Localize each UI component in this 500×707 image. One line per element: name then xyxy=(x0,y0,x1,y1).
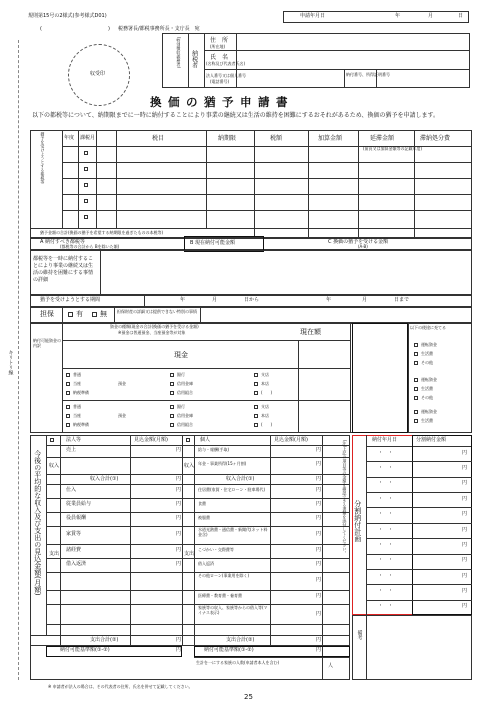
indiv-out-2: 食費 xyxy=(198,501,206,506)
use-6: その他 xyxy=(421,395,433,400)
use-5-checkbox[interactable] xyxy=(414,387,418,391)
intro-text: 以下の都税等について、納期限までに一時に納付することにより事業の継続又は生活の維持を困難にするおそれがあるため、換価の猶予を申請します。 xyxy=(32,112,440,119)
indiv-monthly: 見込金額(月額) xyxy=(274,437,308,443)
yen-i14: 円 xyxy=(316,647,322,653)
yen-i9: 円 xyxy=(316,561,322,567)
deposit-ordinary-2-checkbox[interactable] xyxy=(66,405,70,409)
yen-i4: 円 xyxy=(316,487,322,493)
reason-label: 都税等を一時に納付することにより事業の継続又は生活の維持を困難にする事情の詳細 xyxy=(33,256,94,283)
indiv-income-1: 給与・報酬(手取) xyxy=(198,447,230,452)
indiv-out-total: 支出合計(②) xyxy=(226,637,255,643)
schedule-amount-yen[interactable]: 円 xyxy=(462,449,468,456)
period-to-year: 年 xyxy=(326,297,332,303)
yen-c9: 円 xyxy=(176,637,182,643)
indiv-out-8: 医療費・教育費・養育費 xyxy=(198,593,242,598)
page-title: 換価の猶予申請書 xyxy=(150,95,294,109)
branch-2-checkbox[interactable] xyxy=(254,405,258,409)
schedule-date-dots[interactable]: ・ ・ xyxy=(378,480,394,487)
schedule-date-dots[interactable]: ・ ・ xyxy=(378,572,394,579)
office-paren-close: ) xyxy=(108,26,110,32)
yen-c8: 円 xyxy=(176,561,182,567)
corp-checkbox[interactable] xyxy=(50,438,54,442)
taxpayer-notice: (特別徴収義務者) xyxy=(176,37,182,69)
schedule-vertical: 分割納付計画 xyxy=(353,500,362,542)
use-4: 運転資金 xyxy=(421,377,437,382)
yen-i2: 円 xyxy=(316,461,322,467)
name-label: 氏 名 xyxy=(210,54,229,61)
deposit-label-2: 預金 xyxy=(118,413,126,418)
phone-sub: (電話番号) xyxy=(210,79,230,84)
check-notes: (注)上記の項目等の金額を確認できる書類を添付してください。 xyxy=(342,440,348,556)
corp-sales: 売上 xyxy=(66,447,77,453)
row-3-checkbox[interactable] xyxy=(84,183,88,187)
bank-1-bank: 銀行 xyxy=(177,372,185,377)
schedule-amount-yen[interactable]: 円 xyxy=(462,495,468,502)
persons-label: 生計を一にする家族の人数(申請者本人を含む) xyxy=(196,660,280,665)
indiv-out-1: 住居費(家賃・住宅ローン・駐車場代) xyxy=(198,487,266,492)
yen-i6: 円 xyxy=(316,515,322,521)
branch-2-head-checkbox[interactable] xyxy=(254,414,258,418)
indiv-balance: 納付可能基準額(①-②) xyxy=(204,647,254,653)
yen-c5: 円 xyxy=(176,515,182,521)
bank-1-kumiai-checkbox[interactable] xyxy=(170,391,174,395)
sum-note: 猶予金額の合計(換価の猶予を希望する納期限を過ぎたものの本税等) xyxy=(40,230,164,235)
schedule-date-dots[interactable]: ・ ・ xyxy=(378,495,394,502)
corp-label: 法人等 xyxy=(66,437,82,443)
bank-1-checkbox[interactable] xyxy=(170,373,174,377)
collateral-yes: 有 xyxy=(76,310,83,318)
name-sub: (名称及び代表者氏名) xyxy=(206,61,246,66)
schedule-row-divider xyxy=(366,538,472,539)
schedule-row-divider xyxy=(366,554,472,555)
bank-2-checkbox[interactable] xyxy=(170,405,174,409)
row-2-checkbox[interactable] xyxy=(84,167,88,171)
indiv-out-5: こづかい・交際費等 xyxy=(198,547,234,552)
persons-unit: 人 xyxy=(328,663,334,669)
corp-out-label: 支出 xyxy=(49,551,60,557)
office-addressee: 税務署長/都税事務所長・支庁長 宛 xyxy=(118,26,200,32)
header-tax-item: 税目 xyxy=(152,135,165,142)
address-sub: (所在地) xyxy=(210,44,226,49)
regulation-no: 規則第15号の2様式(参考様式D01) xyxy=(28,13,107,19)
header-month: 課税月 xyxy=(80,135,96,141)
schedule-date-dots[interactable]: ・ ・ xyxy=(378,587,394,594)
corp-in-label: 収入 xyxy=(49,463,60,469)
deposit-ordinary-1-checkbox[interactable] xyxy=(66,373,70,377)
schedule-amount-yen[interactable]: 円 xyxy=(462,526,468,533)
bank-2-shinkin-checkbox[interactable] xyxy=(170,414,174,418)
indiv-out-9: 家族等の収入、家族等からの借入等(マイナス表示) xyxy=(198,605,268,615)
bank-2-shinkin: 信用金庫 xyxy=(177,413,193,418)
yen-i1: 円 xyxy=(316,447,322,453)
indiv-in-label: 収入 xyxy=(184,463,195,469)
schedule-col1: 納付年月日 xyxy=(372,437,398,443)
schedule-amount-yen[interactable]: 円 xyxy=(462,557,468,564)
indiv-label: 個人 xyxy=(200,437,211,443)
use-4-checkbox[interactable] xyxy=(414,378,418,382)
schedule-col2: 分割納付金額 xyxy=(416,437,447,443)
collateral-no: 無 xyxy=(100,310,107,318)
footnote: ※ 申請者が法人の場合は、その代表者の住所、氏名を併せて記載してください。 xyxy=(48,684,193,689)
date-day: 日 xyxy=(458,13,464,19)
phone-label: 法人番号又は個人番号 xyxy=(206,73,246,78)
bank-1-shinkin-checkbox[interactable] xyxy=(170,382,174,386)
funds-current-label: 現在額 xyxy=(300,328,321,336)
use-2: 生活費 xyxy=(421,351,433,356)
branch-2-branch: 支店 xyxy=(261,404,269,409)
schedule-row-divider xyxy=(366,461,472,462)
schedule-amount-yen[interactable]: 円 xyxy=(462,541,468,548)
use-1-checkbox[interactable] xyxy=(414,343,418,347)
funds-left-label: 納付可能資金の内訳 xyxy=(33,338,61,349)
corp-out-2: 従業員給与 xyxy=(66,501,92,507)
use-7-checkbox[interactable] xyxy=(414,410,418,414)
indiv-out-6: 借入返済 xyxy=(198,561,214,566)
schedule-row-divider xyxy=(366,507,472,508)
yen-c6: 円 xyxy=(176,531,182,537)
yen-c3: 円 xyxy=(176,487,182,493)
taxpayer-no-label: 納付番号、所得証明番号 xyxy=(346,72,390,77)
use-3: その他 xyxy=(421,360,433,365)
schedule-amount-yen[interactable]: 円 xyxy=(462,572,468,579)
yen-c10: 円 xyxy=(176,647,182,653)
address-label: 住 所 xyxy=(210,37,229,44)
section-c-sub: (A-B) xyxy=(358,244,368,249)
section-a-label: A 納付すべき都税等 xyxy=(40,239,85,245)
corp-monthly: 見込金額(月額) xyxy=(134,437,168,443)
date-year: 年 xyxy=(395,13,401,19)
schedule-row-divider xyxy=(366,492,472,493)
corp-out-5: 諸経費 xyxy=(66,547,82,553)
use-3-checkbox[interactable] xyxy=(414,361,418,365)
deposit-label-1: 預金 xyxy=(118,381,126,386)
branch-1-other: ( ) xyxy=(261,390,273,395)
yen-i10: 円 xyxy=(316,577,322,583)
income-vertical-label: 今後の平均的な収入及び支出の見込金額(月額) xyxy=(33,450,42,596)
taxpayer-label: 納税者 xyxy=(190,50,198,68)
schedule-amount-yen[interactable]: 円 xyxy=(462,480,468,487)
schedule-date-dots[interactable]: ・ ・ xyxy=(378,603,394,610)
period-from-year: 年 xyxy=(180,297,186,303)
indiv-out-label: 支出 xyxy=(184,551,195,557)
bank-2-bank: 銀行 xyxy=(177,404,185,409)
yen-i12: 円 xyxy=(316,611,322,617)
use-5: 生活費 xyxy=(421,386,433,391)
collateral-label: 担保 xyxy=(40,310,54,318)
page-number: 25 xyxy=(244,693,253,701)
date-label: 申請年月日 xyxy=(300,13,326,19)
bank-2-kumiai: 信用組合 xyxy=(177,422,193,427)
deposit-current-2-checkbox[interactable] xyxy=(66,414,70,418)
yen-i11: 円 xyxy=(316,593,322,599)
branch-1-head: 本店 xyxy=(261,381,269,386)
schedule-amount-yen[interactable]: 円 xyxy=(462,587,468,594)
row-5-checkbox[interactable] xyxy=(84,215,88,219)
header-cost: 滞納処分費 xyxy=(420,135,451,142)
deposit-current-1: 当座 xyxy=(73,381,81,386)
use-8-checkbox[interactable] xyxy=(414,419,418,423)
yen-c7: 円 xyxy=(176,547,182,553)
branch-2-head: 本店 xyxy=(261,413,269,418)
period-to-day: 日まで xyxy=(394,297,410,303)
receipt-stamp-label: 収受印 xyxy=(90,71,106,77)
schedule-row-divider xyxy=(366,584,472,585)
collateral-detail: 担保財産の詳細又は提供できない特別の事情 xyxy=(117,309,197,314)
cut-line-label: キリトリ線 xyxy=(7,350,14,375)
remarks-box[interactable] xyxy=(352,615,472,680)
schedule-row-divider xyxy=(366,569,472,570)
schedule-amount-yen[interactable]: 円 xyxy=(462,465,468,472)
schedule-date-dots[interactable]: ・ ・ xyxy=(378,449,394,456)
corp-out-3: 役員報酬 xyxy=(66,515,87,521)
yen-c4: 円 xyxy=(176,501,182,507)
deposit-reserve-2: 納税準備 xyxy=(73,422,89,427)
schedule-amount-yen[interactable]: 円 xyxy=(462,511,468,518)
header-delay: 延滞金額 xyxy=(370,135,395,142)
period-from-month: 月 xyxy=(212,297,218,303)
funds-current-col xyxy=(352,323,408,433)
schedule-row-divider xyxy=(366,600,472,601)
branch-2-other: ( ) xyxy=(261,422,273,427)
funds-cash: 現金 xyxy=(174,351,188,359)
schedule-row-divider xyxy=(366,477,472,478)
section-c-label: C 換価の猶予を受ける金額 xyxy=(328,239,389,245)
use-1: 運転資金 xyxy=(421,342,437,347)
schedule-date-dots[interactable]: ・ ・ xyxy=(378,541,394,548)
collateral-no-checkbox[interactable] xyxy=(92,312,97,317)
corp-balance: 納付可能基準額(①-②) xyxy=(60,647,110,653)
tax-side-note: 猶予を受けようとする都税等 xyxy=(40,132,46,184)
corp-out-1: 仕入 xyxy=(66,487,77,493)
indiv-checkbox[interactable] xyxy=(186,438,190,442)
header-due: 納期限 xyxy=(218,135,237,142)
corp-out-total: 支出合計(②) xyxy=(90,637,119,643)
indiv-out-7: その他ローン(事業用を除く) xyxy=(198,573,250,578)
schedule-date-dots[interactable]: ・ ・ xyxy=(378,511,394,518)
deposit-reserve-1: 納税準備 xyxy=(73,390,89,395)
yen-i8: 円 xyxy=(316,547,322,553)
funds-header-1: 資金の種類(現金の合計(換価の猶予を受ける金額) xyxy=(110,324,199,329)
deposit-ordinary-1: 普通 xyxy=(73,372,81,377)
period-label: 猶予を受けようとする期間 xyxy=(40,297,101,303)
schedule-row-divider xyxy=(366,523,472,524)
header-add: 加算金額 xyxy=(318,135,343,142)
funds-header-2: ※預金は普通預金、当座預金等が対象 xyxy=(118,330,186,335)
bank-1-shinkin: 信用金庫 xyxy=(177,381,193,386)
deposit-current-1-checkbox[interactable] xyxy=(66,382,70,386)
corp-out-6: 借入返済 xyxy=(66,561,87,567)
deposit-ordinary-2: 普通 xyxy=(73,404,81,409)
yen-i5: 円 xyxy=(316,501,322,507)
indiv-out-3: 被服費 xyxy=(198,515,210,520)
corp-income-total: 収入合計(①) xyxy=(90,476,119,482)
header-amount: 税額 xyxy=(270,135,283,142)
row-4-checkbox[interactable] xyxy=(84,199,88,203)
branch-1-head-checkbox[interactable] xyxy=(254,382,258,386)
yen-i3: 円 xyxy=(316,476,322,482)
branch-2-other-checkbox[interactable] xyxy=(254,423,258,427)
bank-2-kumiai-checkbox[interactable] xyxy=(170,423,174,427)
yen-c2: 円 xyxy=(176,476,182,482)
remarks-label: 備考 xyxy=(356,630,363,640)
corp-out-4: 家賃等 xyxy=(66,531,82,537)
bank-1-kumiai: 信用組合 xyxy=(177,390,193,395)
deposit-current-2: 当座 xyxy=(73,413,81,418)
schedule-amount-yen[interactable]: 円 xyxy=(462,603,468,610)
use-7: 運転資金 xyxy=(421,409,437,414)
current-payable-label: B 現在納付可能金額 xyxy=(190,240,236,246)
indiv-income-total: 収入合計(①) xyxy=(226,476,255,482)
use-2-checkbox[interactable] xyxy=(414,352,418,356)
schedule-date-dots[interactable]: ・ ・ xyxy=(378,526,394,533)
yen-i13: 円 xyxy=(316,637,322,643)
collateral-yes-checkbox[interactable] xyxy=(68,312,73,317)
yen-c1: 円 xyxy=(176,447,182,453)
indiv-out-4: 水道光熱費・通信費・新聞代(ネット料金含) xyxy=(198,527,268,537)
row-1-checkbox[interactable] xyxy=(84,151,88,155)
use-6-checkbox[interactable] xyxy=(414,396,418,400)
branch-1-other-checkbox[interactable] xyxy=(254,391,258,395)
period-to-month: 月 xyxy=(362,297,368,303)
branch-1-branch: 支店 xyxy=(261,372,269,377)
deposit-reserve-1-checkbox[interactable] xyxy=(66,391,70,395)
date-month: 月 xyxy=(428,13,434,19)
branch-1-checkbox[interactable] xyxy=(254,373,258,377)
deposit-reserve-2-checkbox[interactable] xyxy=(66,423,70,427)
indiv-income-2: 年金・事業所得(15ヶ月割) xyxy=(198,461,247,466)
header-year: 年度 xyxy=(64,135,75,141)
office-paren-open: ( xyxy=(40,26,42,32)
period-from-day: 日から xyxy=(244,297,260,303)
schedule-date-dots[interactable]: ・ ・ xyxy=(378,465,394,472)
use-8: 生活費 xyxy=(421,418,433,423)
funds-sub-header-2: 以下の使途に充てる xyxy=(410,325,446,330)
schedule-date-dots[interactable]: ・ ・ xyxy=(378,557,394,564)
tax-bracket-note: (前頁又は加算金額等の記載年度) xyxy=(363,146,423,151)
yen-i7: 円 xyxy=(316,531,322,537)
cut-line xyxy=(18,40,19,680)
section-a-sub: (都税等の合計から Bを除いた額) xyxy=(60,244,120,249)
